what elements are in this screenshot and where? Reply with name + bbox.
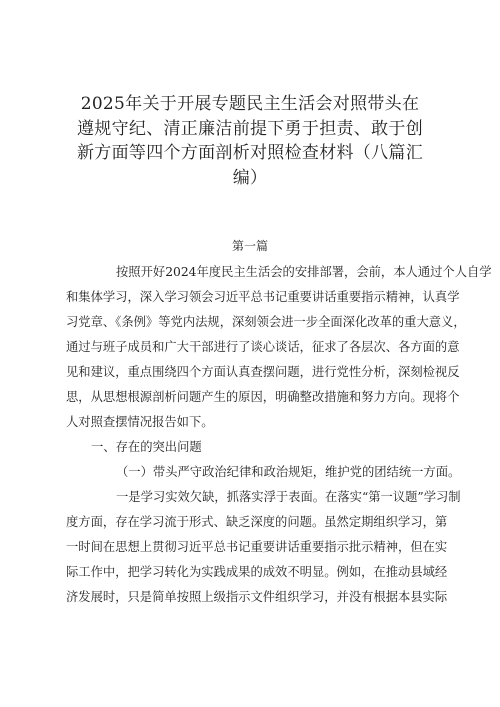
paragraph-line: 一是学习实效欠缺，抓落实浮于表面。在落实“第一议题”学习制: [116, 490, 461, 504]
paragraph-line: 思，从思想根源剖析问题产生的原因，明确整改措施和努力方向。现将个: [66, 390, 460, 404]
paragraph-line: 际工作中，把学习转化为实践成果的成效不明显。例如，在推动县域经: [66, 565, 448, 579]
paragraph-line: 一时间在思想上贯彻习近平总书记重要讲话重要指示批示精神，但在实: [66, 540, 448, 554]
title-line: 新方面等四个方面剖析对照检查材料（八篇汇: [77, 143, 423, 163]
title-line: 2025年关于开展专题民主生活会对照带头在: [80, 94, 420, 114]
paragraph-line: 人对照查摆情况报告如下。: [66, 415, 214, 429]
paragraph-line: 和集体学习，深入学习领会习近平总书记重要讲话重要指示精神，认真学: [66, 290, 460, 304]
title-line: 编）: [232, 167, 268, 188]
paragraph-line: 济发展时，只是简单按照上级指示文件组织学习，并没有根据本县实际: [66, 590, 448, 604]
paragraph-line: 按照开好2024年度民主生活会的安排部署，会前，本人通过个人自学: [116, 265, 492, 279]
paragraph-line: 习党章、《条例》等党内法规，深刻领会进一步全面深化改革的重大意义，: [66, 315, 466, 329]
section-heading: 一、存在的突出问题: [91, 440, 202, 454]
subsection-heading: （一）带头严守政治纪律和政治规矩，维护党的团结统一方面。: [116, 465, 461, 479]
title-line: 遵规守纪、清正廉洁前提下勇于担责、敢于创: [77, 118, 423, 139]
paragraph-line: 通过与班子成员和广大干部进行了谈心谈话，征求了各层次、各方面的意: [66, 340, 460, 354]
section-label: 第一篇: [231, 239, 268, 253]
document-body: [66, 260, 492, 610]
paragraph-line: 度方面，存在学习流于形式、缺乏深度的问题。虽然定期组织学习，第: [66, 515, 448, 529]
document-title: [70, 92, 430, 190]
paragraph-line: 见和建议，重点围绕四个方面认真查摆问题，进行党性分析，深刻检视反: [66, 365, 460, 379]
